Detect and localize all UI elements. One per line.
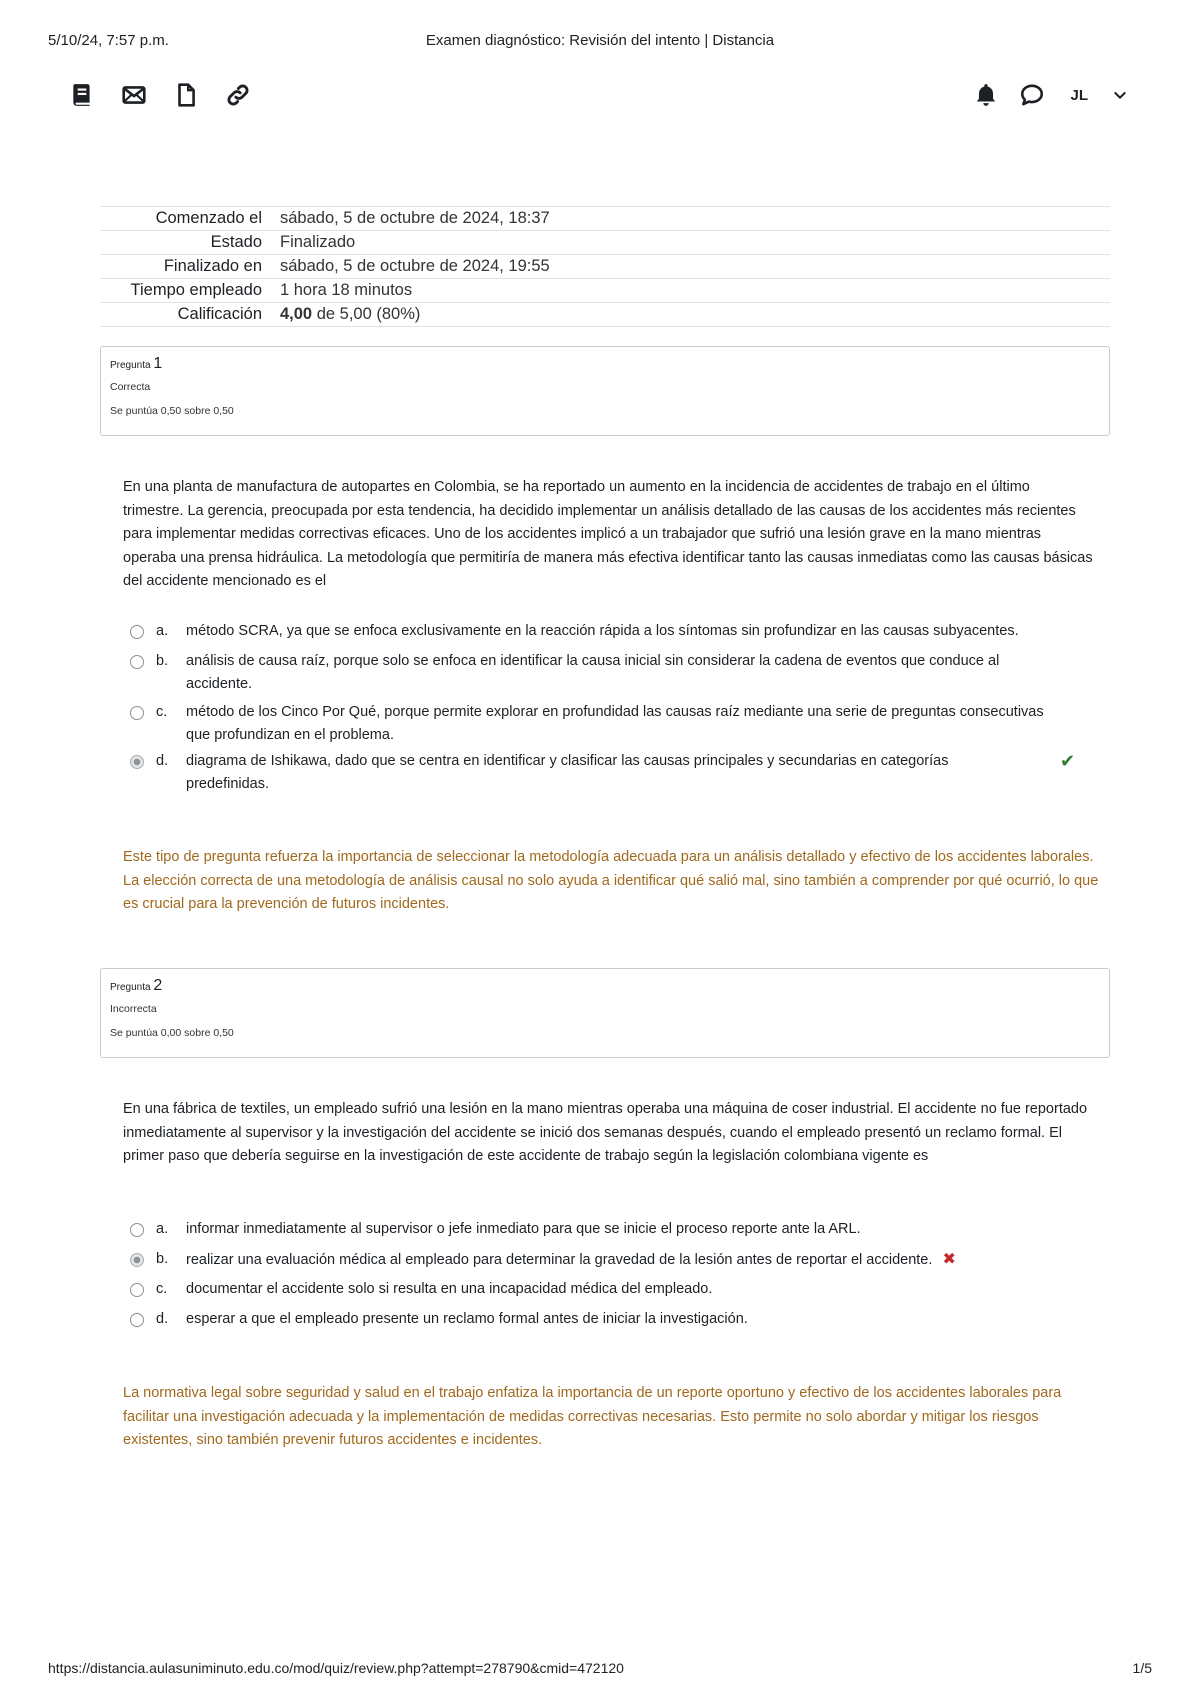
grade-total: de 5,00 (80%) <box>312 305 421 323</box>
question-number <box>110 355 1100 377</box>
print-header <box>48 32 1152 52</box>
answer-text: diagrama de Ishikawa, dado que se centra en identificar y clasificar las causas principales y secundarias en categorías predefinidas. <box>186 752 949 792</box>
summary-row <box>100 207 1110 231</box>
question-feedback-2: La normativa legal sobre seguridad y salud en el trabajo enfatiza la importancia de un reporte oportuno y efectivo de los accidentes laborales para facilitar una investigación adecuada y la implementación de medidas correctivas necesarias. Esto permite no solo abordar y mitigar los riesgos existentes, sino también prevenir futuros accidentes e incidentes. <box>123 1385 1062 1448</box>
answer-option[interactable] <box>130 701 1090 748</box>
radio-button[interactable] <box>130 1283 144 1297</box>
question-info-2 <box>100 968 1110 1058</box>
print-url: https://distancia.aulasuniminuto.edu.co/mod/quiz/review.php?attempt=278790&cmid=472120 <box>48 1660 624 1676</box>
attempt-summary-table <box>100 206 1110 327</box>
answer-option[interactable] <box>130 650 1090 697</box>
chevron-down-icon[interactable] <box>1106 80 1134 110</box>
cross-icon: ✖ <box>942 1250 956 1268</box>
question-number-value: 2 <box>153 977 163 994</box>
summary-value <box>272 303 1110 327</box>
summary-row <box>100 303 1110 327</box>
answer-letter: a. <box>156 623 169 639</box>
summary-label: Calificación <box>177 305 262 323</box>
answer-list-2 <box>130 1218 1090 1331</box>
summary-row <box>100 231 1110 255</box>
question-grade: Se puntúa 0,50 sobre 0,50 <box>110 405 234 417</box>
answer-letter: c. <box>156 703 168 720</box>
radio-button-checked[interactable] <box>130 1253 144 1267</box>
summary-label: Tiempo empleado <box>130 281 262 299</box>
answer-letter: a. <box>156 1221 169 1237</box>
summary-label: Comenzado el <box>155 209 262 227</box>
question-state: Incorrecta <box>110 1003 157 1015</box>
radio-button[interactable] <box>130 655 144 669</box>
radio-button[interactable] <box>130 706 144 720</box>
link-icon[interactable] <box>224 80 252 110</box>
question-prefix: Pregunta <box>110 360 151 371</box>
answer-text: esperar a que el empleado presente un reclamo formal antes de iniciar la investigación. <box>186 1310 748 1327</box>
question-number-value: 1 <box>153 355 163 372</box>
answer-option[interactable] <box>130 1278 1090 1302</box>
answer-text: informar inmediatamente al supervisor o jefe inmediato para que se inicie el proceso reporte ante la ARL. <box>186 1221 861 1237</box>
summary-value: Finalizado <box>280 233 356 251</box>
question-number <box>110 977 1100 999</box>
answer-text: realizar una evaluación médica al empleado para determinar la gravedad de la lesión antes de reportar el accidente. <box>186 1251 933 1268</box>
envelope-icon[interactable] <box>120 80 148 110</box>
question-text-2: En una fábrica de textiles, un empleado sufrió una lesión en la mano mientras operaba una máquina de coser industrial. El accidente no fue reportado inmediatamente al supervisor y la investigación del accidente se inició dos semanas después, cuando el empleado presentó un reclamo formal. El primer paso que debería seguirse en la investigación de este accidente de trabajo según la legislación colombiana vigente es <box>123 1101 1088 1164</box>
answer-letter: b. <box>156 652 169 669</box>
print-page-number: 1/5 <box>1132 1660 1152 1676</box>
radio-button-checked[interactable] <box>130 755 144 769</box>
answer-text: análisis de causa raíz, porque solo se enfoca en identificar la causa inicial sin considerar la cadena de eventos que conduce al accidente. <box>186 652 1000 692</box>
answer-option[interactable] <box>130 620 1090 644</box>
nav-right-icons <box>972 80 1134 110</box>
answer-option-selected[interactable] <box>130 750 1090 797</box>
answer-option-selected[interactable] <box>130 1248 1090 1273</box>
file-icon[interactable] <box>172 80 200 110</box>
summary-value: sábado, 5 de octubre de 2024, 19:55 <box>280 257 550 275</box>
answer-letter: d. <box>156 752 169 769</box>
question-state: Correcta <box>110 381 151 393</box>
print-datetime: 5/10/24, 7:57 p.m. <box>48 32 169 49</box>
bell-icon[interactable] <box>972 80 1000 110</box>
answer-text: documentar el accidente solo si resulta en una incapacidad médica del empleado. <box>186 1281 713 1297</box>
summary-row <box>100 279 1110 303</box>
answer-letter: d. <box>156 1310 169 1327</box>
answer-letter: b. <box>156 1250 169 1267</box>
answer-option[interactable] <box>130 1218 1090 1242</box>
question-prefix: Pregunta <box>110 982 151 993</box>
summary-row <box>100 255 1110 279</box>
answer-option[interactable] <box>130 1308 1090 1332</box>
grade-score: 4,00 <box>280 305 313 323</box>
print-title: Examen diagnóstico: Revisión del intento | Distancia <box>425 32 775 49</box>
check-icon: ✔ <box>1060 750 1076 771</box>
user-initials[interactable]: JL <box>1070 86 1088 104</box>
comment-icon[interactable] <box>1018 80 1046 110</box>
question-info-1 <box>100 346 1110 436</box>
answer-letter: c. <box>156 1281 168 1297</box>
summary-value: 1 hora 18 minutos <box>280 281 413 299</box>
question-text-1: En una planta de manufactura de autopartes en Colombia, se ha reportado un aumento en la incidencia de accidentes de trabajo en el último trimestre. La gerencia, preocupada por esta tendencia, ha decidido implementar un análisis detallado de las causas de los accidentes más recientes para implementar medidas correctivas eficaces. Uno de los accidentes implicó a un trabajador que sufrió una lesión grave en la mano mientras operaba una prensa hidráulica. La metodología que permitiría de manera más efectiva identificar tanto las causas inmediatas como las causas básicas del accidente mencionado es el <box>123 479 1093 589</box>
answer-text: método de los Cinco Por Qué, porque permite explorar en profundidad las causas raíz mediante una serie de preguntas consecutivas que profundizan en el problema. <box>186 703 1044 743</box>
radio-button[interactable] <box>130 1223 144 1237</box>
navbar <box>60 74 1140 120</box>
question-grade: Se puntúa 0,00 sobre 0,50 <box>110 1027 234 1039</box>
answer-text: método SCRA, ya que se enfoca exclusivamente en la reacción rápida a los síntomas sin profundizar en las causas subyacentes. <box>186 623 1019 639</box>
nav-left-icons <box>68 80 252 110</box>
radio-button[interactable] <box>130 625 144 639</box>
summary-label: Estado <box>210 233 262 251</box>
summary-value: sábado, 5 de octubre de 2024, 18:37 <box>280 209 550 227</box>
question-feedback-1: Este tipo de pregunta refuerza la importancia de seleccionar la metodología adecuada para un análisis detallado y efectivo de los accidentes laborales. La elección correcta de una metodología de análisis causal no solo ayuda a identificar qué salió mal, sino también a comprender por qué ocurrió, lo que es crucial para la prevención de futuros incidentes. <box>123 849 1099 912</box>
print-footer <box>48 1660 1152 1680</box>
radio-button[interactable] <box>130 1313 144 1327</box>
answer-list-1 <box>130 620 1090 797</box>
book-icon[interactable] <box>68 80 96 110</box>
summary-label: Finalizado en <box>163 257 262 275</box>
